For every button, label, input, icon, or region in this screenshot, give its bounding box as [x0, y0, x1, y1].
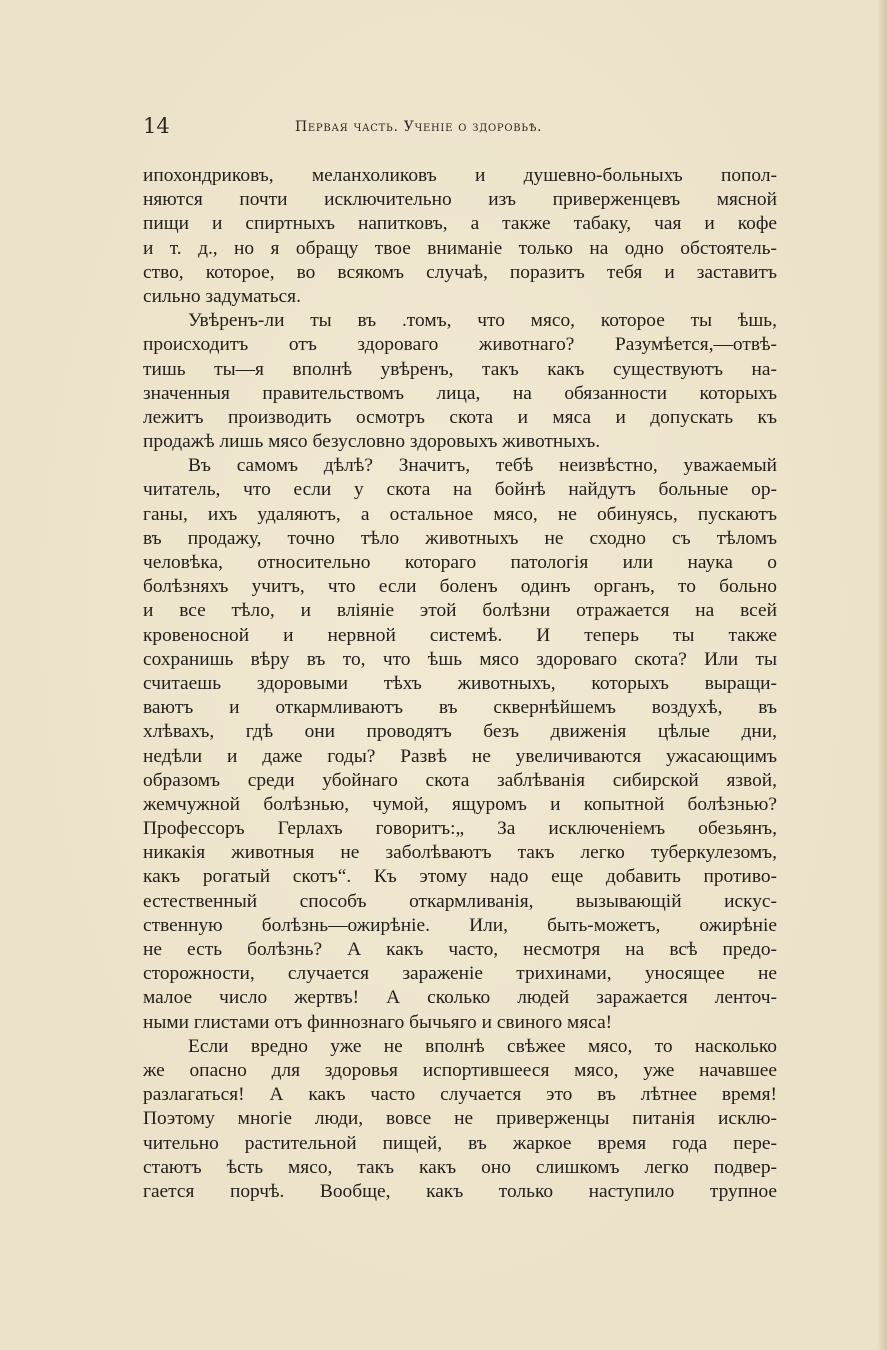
text-line: читатель, что если у скота на бойнѣ найдутъ больные ор-: [143, 479, 777, 501]
text-line: болѣзняхъ учитъ, что если боленъ одинъ органъ, то больно: [143, 576, 777, 598]
text-line: Профессоръ Герлахъ говоритъ:„ За исключеніемъ обезьянъ,: [143, 818, 777, 840]
running-head: Первая часть. Ученіе о здоровьѣ.: [295, 119, 543, 135]
text-line: лежитъ производить осмотръ скота и мяса и допускать къ: [143, 406, 777, 428]
text-line: же опасно для здоровья испортившееся мясо, уже начавшее: [143, 1059, 777, 1081]
text-line: сильно задуматься.: [143, 285, 301, 307]
text-line: считаешь здоровыми тѣхъ животныхъ, которыхъ выращи-: [143, 672, 777, 694]
text-line: Увѣренъ-ли ты въ .томъ, что мясо, которое ты ѣшь,: [188, 310, 777, 332]
text-line: ваютъ и откармливаютъ въ сквернѣйшемъ воздухѣ, въ: [143, 697, 777, 719]
page-number: 14: [143, 114, 170, 138]
text-line: хлѣвахъ, гдѣ они проводятъ безъ движенія цѣлые дни,: [143, 721, 777, 743]
text-line: какъ рогатый скотъ“. Къ этому надо еще добавить противо-: [143, 866, 777, 888]
page-edge-shadow: [877, 0, 887, 1350]
text-line: человѣка, относительно котораго патологія или наука о: [143, 552, 777, 573]
text-line: никакія животныя не заболѣваютъ такъ легко туберкулезомъ,: [143, 842, 777, 864]
text-line: пищи и спиртныхъ напитковъ, а также табаку, чая и кофе: [143, 213, 777, 235]
text-line: ипохондриковъ, меланхоликовъ и душевно-больныхъ попол-: [143, 165, 777, 186]
body-text: [143, 164, 777, 1204]
text-line: чительно растительной пищей, въ жаркое время года пере-: [143, 1132, 777, 1154]
text-line: и все тѣло, и вліяніе этой болѣзни отражается на всей: [143, 600, 777, 622]
text-line: сохранишь вѣру въ то, что ѣшь мясо здороваго скота? Или ты: [143, 648, 777, 670]
text-line: значенныя правительствомъ лица, на обязанности которыхъ: [143, 382, 777, 404]
text-line: стаютъ ѣсть мясо, такъ какъ оно слишкомъ легко подвер-: [143, 1156, 777, 1178]
text-line: Въ самомъ дѣлѣ? Значитъ, тебѣ неизвѣстно, уважаемый: [188, 455, 777, 477]
text-line: Если вредно уже не вполнѣ свѣжее мясо, то насколько: [188, 1035, 777, 1057]
text-line: недѣли и даже годы? Развѣ не увеличиваются ужасающимъ: [143, 745, 777, 767]
text-line: ство, которое, во всякомъ случаѣ, поразитъ тебя и заставитъ: [143, 261, 777, 283]
text-line: продажѣ лишь мясо безусловно здоровыхъ животныхъ.: [143, 431, 601, 453]
text-line: жемчужной болѣзнью, чумой, ящуромъ и копытной болѣзнью?: [143, 793, 777, 815]
text-line: няются почти исключительно изъ приверженцевъ мясной: [143, 189, 777, 211]
text-line: происходитъ отъ здороваго животнаго? Разумѣется,—отвѣ-: [143, 334, 777, 356]
text-line: кровеносной и нервной системѣ. И теперь ты также: [143, 624, 777, 646]
text-line: не есть болѣзнь? А какъ часто, несмотря на всѣ предо-: [143, 939, 777, 960]
page-header: [143, 113, 777, 139]
text-line: тишь ты—я вполнѣ увѣренъ, такъ какъ существуютъ на-: [143, 358, 777, 380]
text-line: ными глистами отъ финнознаго бычьяго и свиного мяса!: [143, 1011, 613, 1033]
text-line: разлагаться! А какъ часто случается это въ лѣтнее время!: [143, 1084, 777, 1106]
text-line: ганы, ихъ удаляютъ, а остальное мясо, не обинуясь, пускаютъ: [143, 503, 777, 525]
text-line: Поэтому многіе люди, вовсе не приверженцы питанія исклю-: [143, 1108, 777, 1130]
text-line: образомъ среди убойнаго скота заблѣванія сибирской язвой,: [143, 769, 777, 791]
text-line: ственную болѣзнь—ожирѣніе. Или, быть-можетъ, ожирѣніе: [143, 914, 777, 936]
text-line: сторожности, случается зараженіе трихинами, уносящее не: [143, 963, 777, 985]
text-line: гается порчѣ. Вообще, какъ только наступило трупное: [143, 1180, 777, 1202]
text-line: малое число жертвъ! А сколько людей заражается ленточ-: [143, 987, 777, 1009]
text-line: естественный способъ откармливанія, вызывающій искус-: [143, 890, 777, 912]
text-line: и т. д., но я обращу твое вниманіе только на одно обстоятель-: [143, 237, 777, 259]
text-line: въ продажу, точно тѣло животныхъ не сходно съ тѣломъ: [143, 527, 777, 549]
